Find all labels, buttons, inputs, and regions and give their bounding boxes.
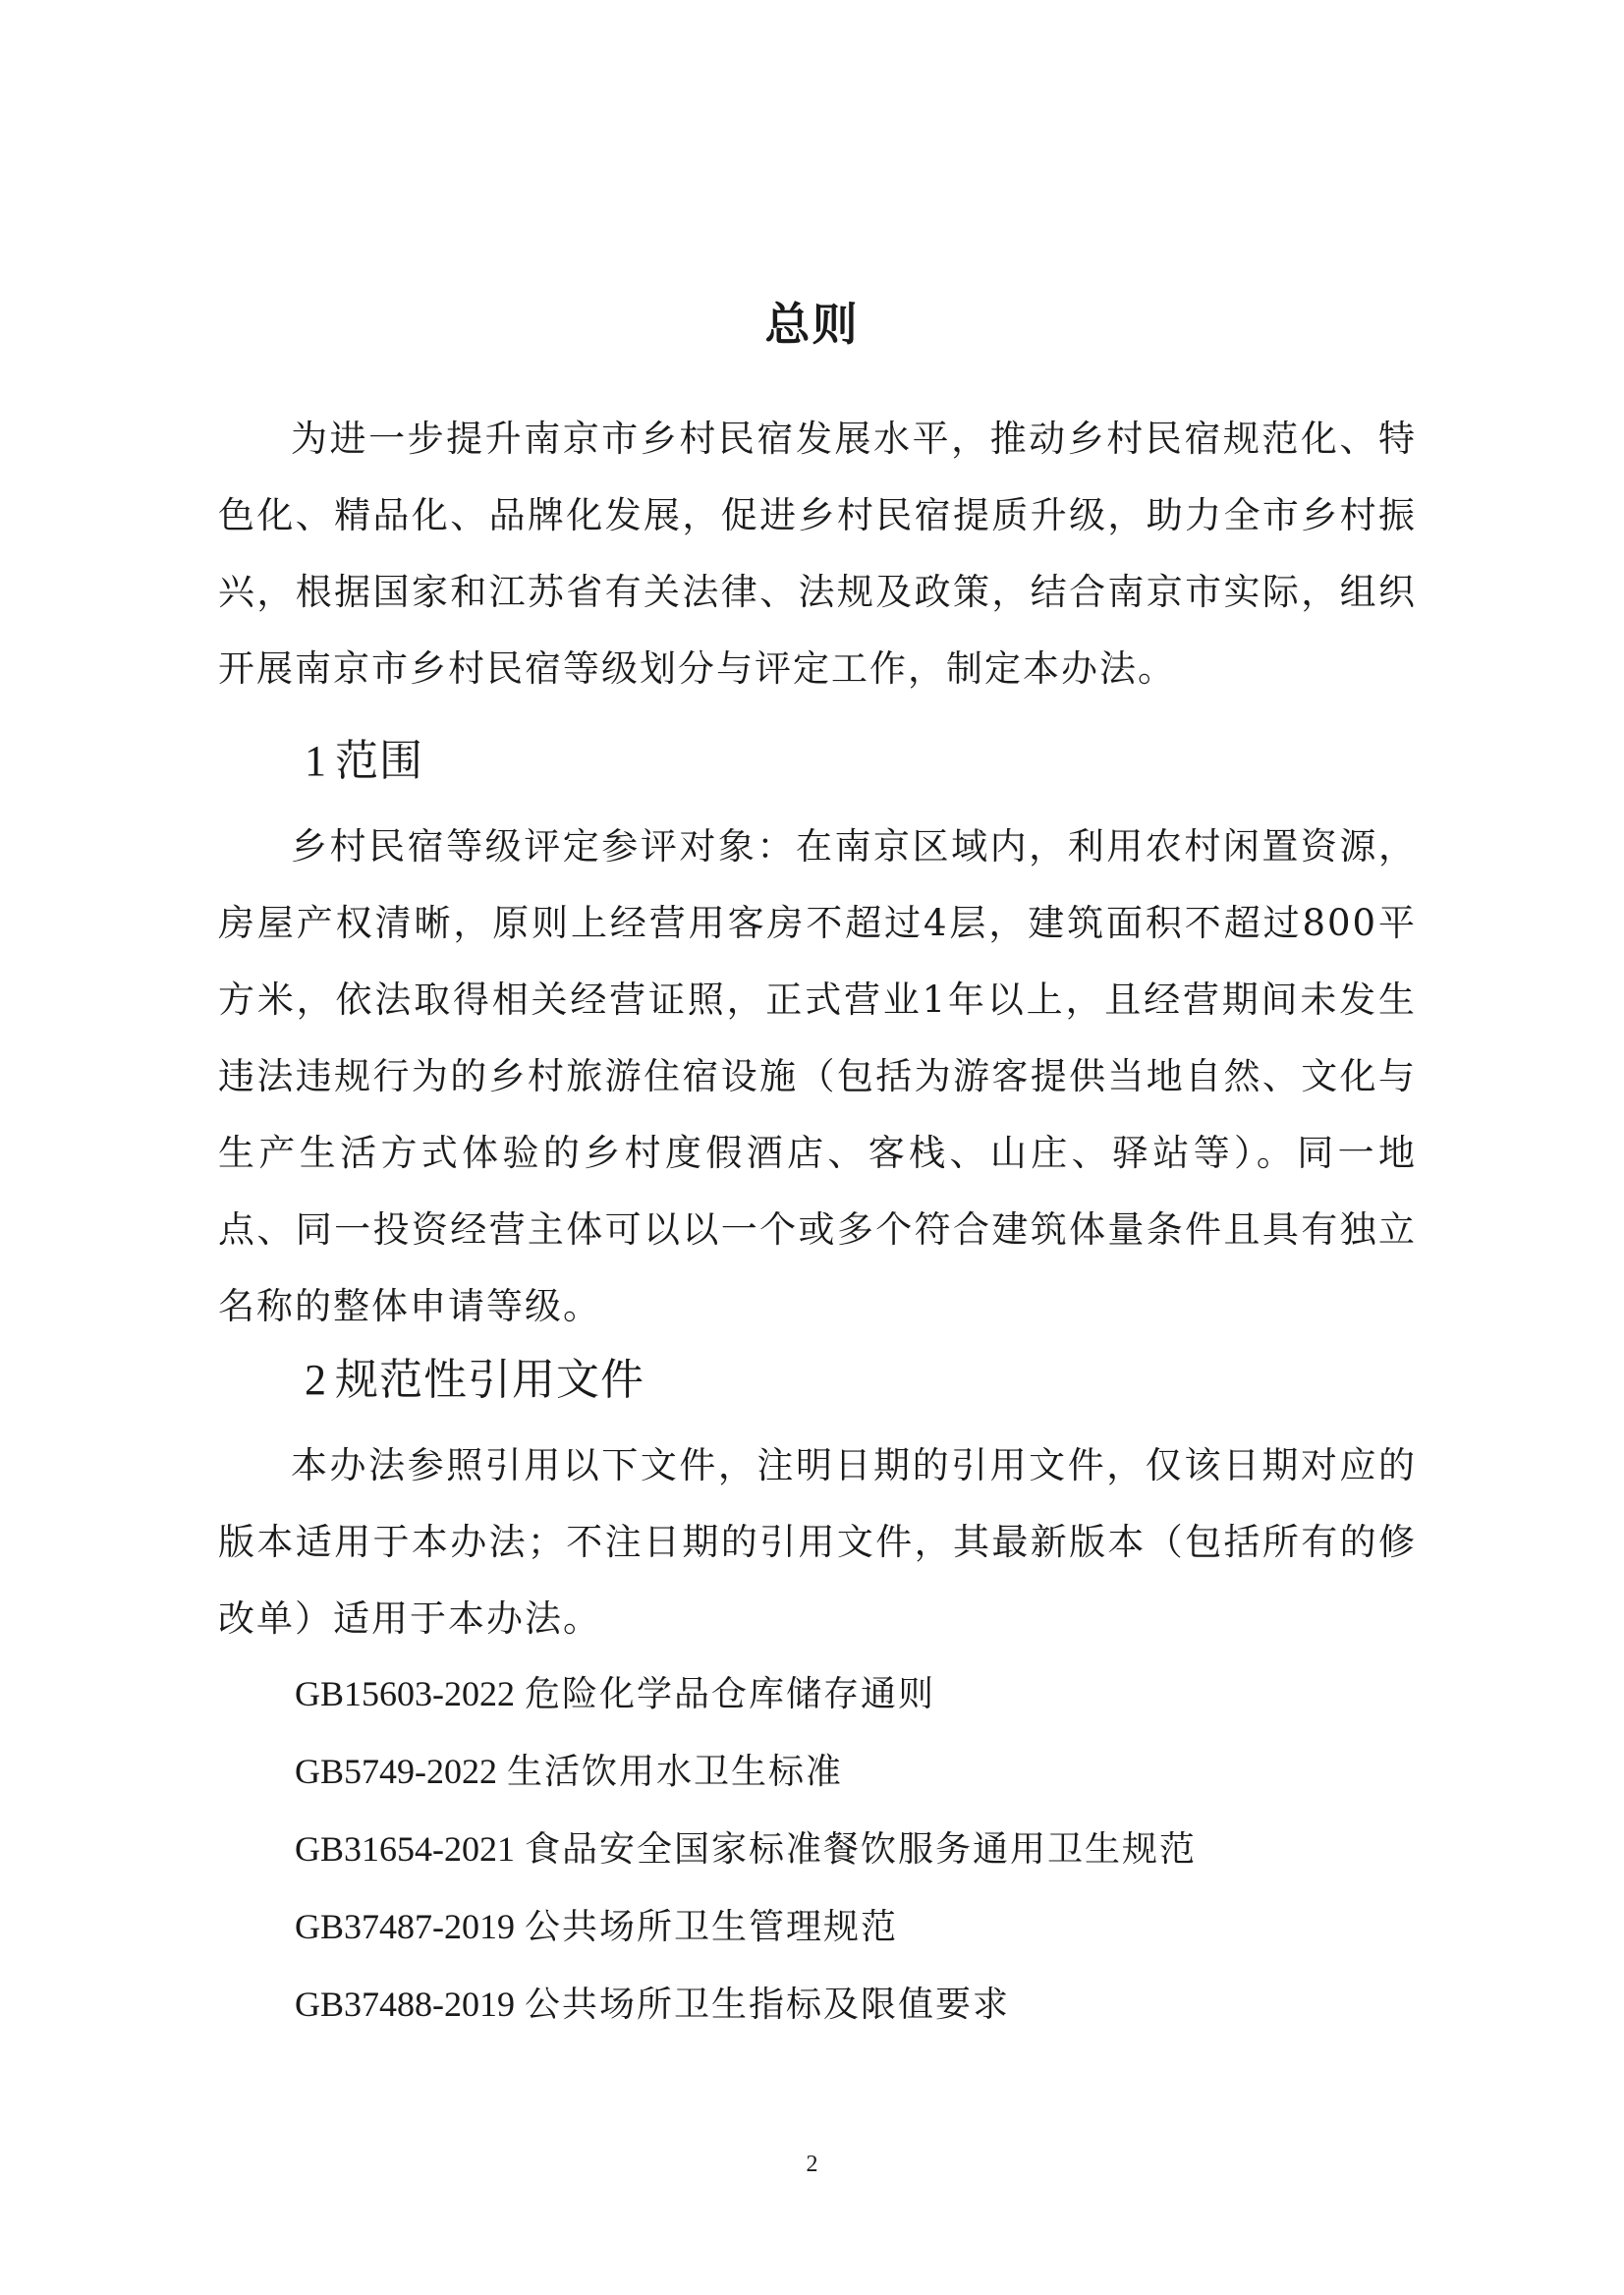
reference-code: GB15603-2022 bbox=[295, 1674, 515, 1713]
section-1-heading bbox=[305, 727, 423, 796]
reference-code: GB37488-2019 bbox=[295, 1985, 515, 2024]
section-1-title: 范围 bbox=[335, 736, 423, 786]
reference-item bbox=[295, 1655, 1197, 1733]
reference-name: 公共场所卫生管理规范 bbox=[525, 1907, 899, 1947]
intro-paragraph: 为进一步提升南京市乡村民宿发展水平，推动乡村民宿规范化、特色化、精品化、品牌化发展，促进乡村民宿提质升级，助力全市乡村振兴，根据国家和江苏省有关法律、法规及政策，结合南京市实际，组织开展南京市乡村民宿等级划分与评定工作，制定本办法。 bbox=[218, 418, 1417, 690]
section-2-paragraph: 本办法参照引用以下文件，注明日期的引用文件，仅该日期对应的版本适用于本办法；不注日期的引用文件，其最新版本（包括所有的修改单）适用于本办法。 bbox=[218, 1444, 1417, 1640]
reference-name: 食品安全国家标准餐饮服务通用卫生规范 bbox=[525, 1829, 1198, 1870]
reference-item bbox=[295, 1966, 1197, 2043]
page-title: 总则 bbox=[764, 298, 860, 351]
reference-item bbox=[295, 1733, 1197, 1811]
section-1-paragraph: 乡村民宿等级评定参评对象：在南京区域内，利用农村闲置资源，房屋产权清晰，原则上经营用客房不超过4层，建筑面积不超过800平方米，依法取得相关经营证照，正式营业1年以上，且经营期间未发生违法违规行为的乡村旅游住宿设施（包括为游客提供当地自然、文化与生产生活方式体验的乡村度假酒店、客栈、山庄、驿站等）。同一地点、同一投资经营主体可以以一个或多个符合建筑体量条件且具有独立名称的整体申请等级。 bbox=[218, 825, 1417, 1327]
reference-name: 危险化学品仓库储存通则 bbox=[525, 1674, 936, 1714]
section-2-title: 规范性引用文件 bbox=[335, 1355, 644, 1405]
page-number: 2 bbox=[806, 2152, 818, 2177]
reference-item bbox=[295, 1888, 1197, 1966]
section-2-number: 2 bbox=[305, 1356, 327, 1404]
reference-item bbox=[295, 1811, 1197, 1888]
reference-name: 公共场所卫生指标及限值要求 bbox=[525, 1985, 1011, 2025]
section-1-number: 1 bbox=[305, 737, 327, 785]
reference-code: GB5749-2022 bbox=[295, 1752, 497, 1791]
reference-code: GB37487-2019 bbox=[295, 1907, 515, 1946]
reference-list bbox=[295, 1655, 1197, 2043]
reference-code: GB31654-2021 bbox=[295, 1829, 515, 1869]
section-2-heading bbox=[305, 1346, 644, 1415]
reference-name: 生活饮用水卫生标准 bbox=[507, 1752, 844, 1792]
